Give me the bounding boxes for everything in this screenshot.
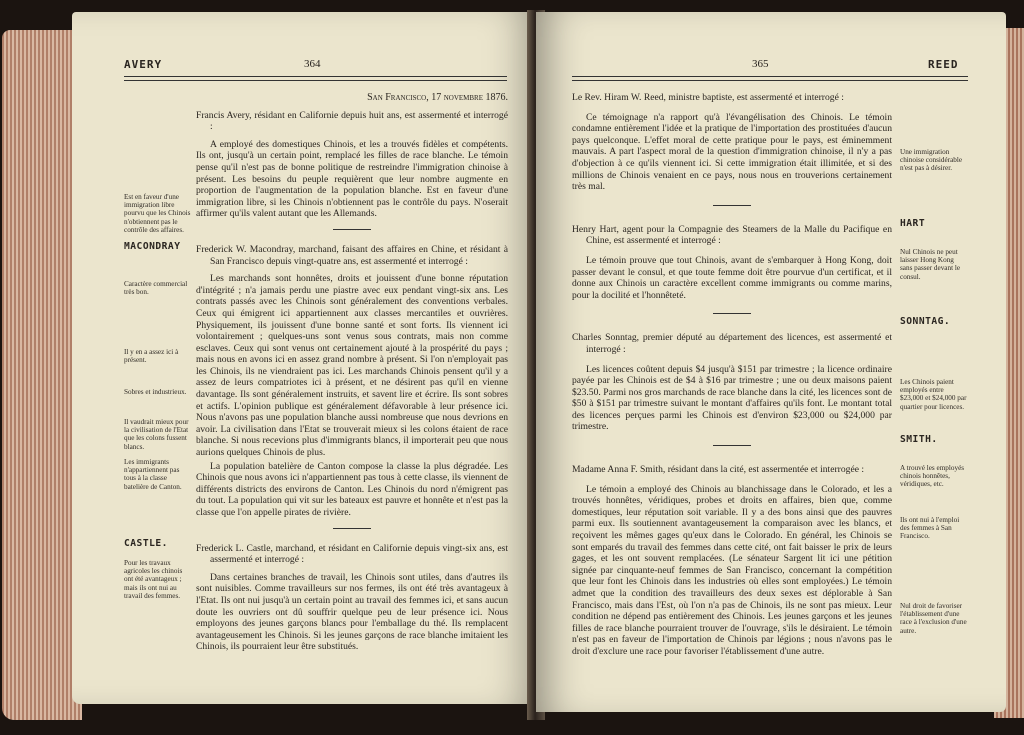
margin-note: A trouvé les employés chinois honnêtes, véridiques, etc. bbox=[900, 464, 965, 489]
left-header-rule bbox=[124, 76, 507, 81]
margin-note: Caractère commercial très bon. bbox=[124, 280, 188, 297]
left-page-number: 364 bbox=[304, 58, 321, 70]
section-separator bbox=[333, 528, 371, 529]
sonntag-body: Les licences coûtent depuis $4 jusqu'à $151 par trimestre ; la licence ordinaire payée par les Chinois est de $4 à $16 par trimestre ; une ou deux maisons paient $23.50. Parmi nos gros marchands de race blanche dans la cité, les licences sont de $50 à $151 par trimestre suivant le montant d'affaires qu'ils font. Le montant total des licences perçues parmi les Chinois est d'environ $23,000 ou $24,000 par trimestre. bbox=[572, 363, 892, 433]
macondray-intro: Frederick W. Macondray, marchand, faisant des affaires en Chine, et résidant à San Francisco depuis vingt-quatre ans, est assermenté et interrogé : bbox=[196, 243, 508, 267]
margin-note: Ils ont nui à l'emploi des femmes à San Francisco. bbox=[900, 516, 960, 541]
right-page bbox=[536, 12, 1006, 712]
margin-note: Est en faveur d'une immigration libre pourvu que les Chinois n'obtiennent pas le contrôle des affaires. bbox=[124, 193, 191, 234]
margin-note: Nul droit de favoriser l'établissement d'une race à l'exclusion d'une autre. bbox=[900, 602, 967, 635]
smith-body: Le témoin a employé des Chinois au blanchissage dans le Colorado, et les a trouvés honnêtes, véridiques, probes et droits en affaires, bien que, comme domestiques, leur réputation soit variable. Il y a des bons ainsi que des pauvres parmi eux. Ils soutiennent avantageusement la comparaison avec les blancs, et reçoivent les mêmes gages qu'eux dans le Colorado. En général, les Chinois se sont emparés du travail des femmes dans cette cité, ont fait baisser le prix de leurs gages, et les ont souvent remplacées. (Le sénateur Sargent lit ici une pétition signée par cinquante-neuf femmes de San Francisco, concernant la compétition que leur font les Chinois dans les industries où elles sont employées.) Le témoin admet que la condition des travailleurs des deux sexes est déplorable à San Francisco, mais dans l'Est, où l'on n'a pas de Chinois, ils ne sont pas mieux. Leur condition ne dépend pas entièrement des Chinois. Les jeunes garçons et les jeunes filles de race blanche pourraient trouver de l'ouvrage, s'ils le désiraient. Le témoin n'est pas en faveur de l'importation de Chinois par légions ; nous n'avons pas le droit d'exclure une race pour favoriser l'établissement d'une autre. bbox=[572, 483, 892, 657]
margin-note: Pour les travaux agricoles les chinois ont été avantageux ; mais ils ont nui au travail des femmes. bbox=[124, 559, 183, 600]
margin-note: Les Chinois paient employés entre $23,000 et $24,000 par quartier pour licences. bbox=[900, 378, 967, 411]
witness-name-smith: SMITH. bbox=[900, 434, 938, 445]
right-page-number: 365 bbox=[752, 58, 769, 70]
right-running-head: REED bbox=[928, 58, 959, 71]
hart-intro: Henry Hart, agent pour la Compagnie des Steamers de la Malle du Pacifique en Chine, est assermenté et interrogé : bbox=[572, 223, 892, 247]
right-header-rule bbox=[572, 76, 968, 81]
reed-intro: Le Rev. Hiram W. Reed, ministre baptiste, est assermenté et interrogé : bbox=[572, 92, 844, 103]
smith-intro: Madame Anna F. Smith, résidant dans la cité, est assermentée et interrogée : bbox=[572, 464, 865, 476]
castle-body: Dans certaines branches de travail, les Chinois sont utiles, dans d'autres ils sont nuisibles. Comme travailleurs sur nos fermes, ils ont été très avantageux à l'Etat. Ils ont nui jusqu'à un certain point au travail des femmes ici, et sans aucun doute les ouvriers ont dû souffrir quelque peu de leur présence ici. Nous employons des jeunes garçons blancs pour l'emballage du thé. Ils remplacent avantageusement les Chinois. Si les jeunes garçons de race blanche imitaient les Chinois, ils pourraient leur être substitués. bbox=[196, 571, 508, 653]
section-separator bbox=[333, 229, 371, 230]
margin-note: Une immigration chinoise considérable n'est pas à désirer. bbox=[900, 148, 963, 173]
sonntag-intro: Charles Sonntag, premier député au département des licences, est assermenté et interrogé : bbox=[572, 332, 892, 355]
section-separator bbox=[713, 205, 751, 206]
macondray-body: Les marchands sont honnêtes, droits et jouissent d'une bonne réputation d'intégrité ; n'a jamais perdu une piastre avec eux pendant vingt-six ans. Les contrats passés avec les Chinois sont généralement des conventions verbales. Ceux qui émigrent ici appartiennent aux classes mercantiles et ouvrières. Physiquement, ils jouissent d'une bonne santé et sont forts. Ils viennent ici volontairement ; quelques-uns sont venus sous contrats, mais non comme esclaves. Ceux qui sont venus ont certainement ajouté à la prospérité du pays ; mais nous en avons ici en assez grand nombre à présent. Si l'on n'employait pas les Chinois, ils ne viendraient pas ici. Les marchands Chinois pensent qu'il y a assez de leurs compatriotes ici à présent, et ne désirent pas qu'il en vienne davantage. Ils sont généralement instruits, et savent lire et écrire. Ils sont sobres et actifs. L'opinion publique est généralement défavorable à leur présence ici. Nous n'avons pas une population blanche aussi nombreuse que nous devrions en avoir. La civilisation dans l'Etat se trouverait mieux si les colons étaient de race blanche. Si nous recevions plus d'immigrants blancs, il importerait peu que nous aurions quelques Chinois de plus. bbox=[196, 273, 508, 459]
avery-intro: Francis Avery, résidant en Californie depuis huit ans, est assermenté et interrogé : bbox=[196, 109, 508, 133]
castle-intro: Frederick L. Castle, marchand, et résidant en Californie depuis vingt-six ans, est assermenté et interrogé : bbox=[196, 542, 508, 566]
avery-body: A employé des domestiques Chinois, et les a trouvés fidèles et compétents. Ils ont, jusqu'à un certain point, remplacé les filles de race blanche. Le témoin pense qu'il n'est pas de bonne politique de restreindre l'immigration chinoise à présent. Les besoins du peuple requièrent que leur nombre augmente en proportion de l'augmentation de la population blanche. Est en faveur d'une immigration libre, si les Chinois n'obtiennent pas le contrôle du pays. N'oserait affirmer qu'ils valent autant que les Allemands. bbox=[196, 138, 508, 220]
margin-note: Sobres et industrieux. bbox=[124, 388, 187, 396]
date-line: San Francisco, 17 novembre 1876. bbox=[367, 92, 508, 103]
margin-note: Il y en a assez ici à présent. bbox=[124, 348, 179, 365]
right-text-column bbox=[572, 92, 892, 660]
margin-note: Les immigrants n'appartiennent pas tous à la classe batelière de Canton. bbox=[124, 458, 182, 491]
left-page bbox=[72, 12, 535, 704]
hart-body: Le témoin prouve que tout Chinois, avant de s'embarquer à Hong Kong, doit passer devant le consul, et que toute femme doit être pourvue d'un certificat, et il donne aux Chinois un caractère excellent comme immigrants ou comme marins, pour la docilité et l'honnêteté. bbox=[572, 254, 892, 301]
reed-body: Ce témoignage n'a rapport qu'à l'évangélisation des Chinois. Le témoin condamne entièrement l'idée et la pratique de l'importation des prostituées d'aucun pays quelconque. L'effet moral de cette pratique pour le pays, est éminemment mauvais. A part l'aspect moral de la question d'immigration chinoise, il n'y a pas d'objection à ce qu'ils viennent ici. Si cette immigration était illimitée, et si des millions de Chinois venaient en ce pays, nous nous en trouverions certainement très mal. bbox=[572, 111, 892, 193]
witness-name-macondray: MACONDRAY bbox=[124, 241, 181, 252]
section-separator bbox=[713, 445, 751, 446]
margin-note: Nul Chinois ne peut laisser Hong Kong sans passer devant le consul. bbox=[900, 248, 961, 281]
left-text-column bbox=[196, 92, 508, 655]
section-separator bbox=[713, 313, 751, 314]
witness-name-sonntag: SONNTAG. bbox=[900, 316, 951, 327]
page-edges-left bbox=[2, 30, 82, 720]
margin-note: Il vaudrait mieux pour la civilisation de l'Etat que les colons fussent blancs. bbox=[124, 418, 189, 451]
left-running-head: AVERY bbox=[124, 58, 163, 71]
witness-name-castle: CASTLE. bbox=[124, 538, 168, 549]
witness-name-hart: HART bbox=[900, 218, 926, 229]
macondray-body-2: La population batelière de Canton compose la classe la plus dégradée. Les Chinois que nous avons ici n'appartiennent pas tous à cette classe, ils viennent de différents districts des environs de Canton. Les Chinois du nord n'émigrent pas du tout. La population qui vit sur les bateaux est pauvre et honnête et n'est pas la classe que l'on appelle pirates de rivière. bbox=[196, 460, 508, 518]
